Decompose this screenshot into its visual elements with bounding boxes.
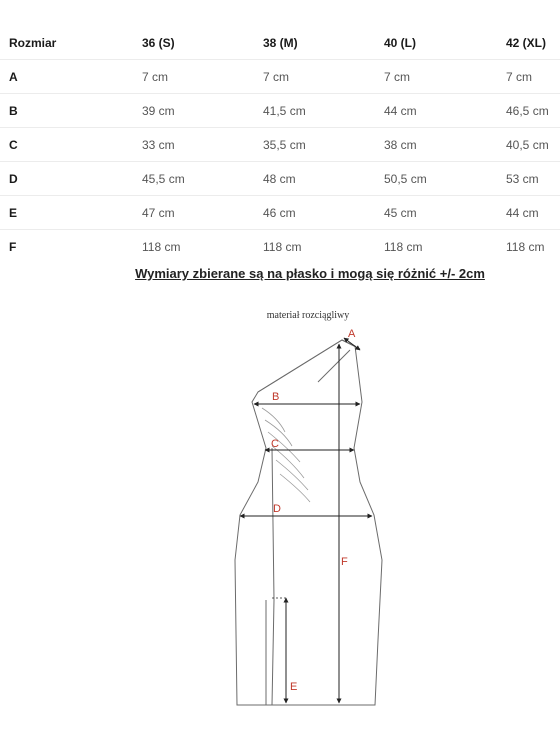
table-cell: 41,5 cm bbox=[263, 94, 384, 128]
table-cell: 7 cm bbox=[384, 60, 506, 94]
label-b: B bbox=[272, 391, 280, 403]
table-row bbox=[0, 162, 560, 196]
table-cell: 118 cm bbox=[506, 239, 545, 254]
dress-diagram bbox=[230, 302, 400, 746]
table-cell: 44 cm bbox=[384, 94, 506, 128]
label-a: A bbox=[348, 328, 356, 340]
table-row bbox=[0, 196, 560, 230]
table-cell: 48 cm bbox=[263, 162, 384, 196]
header-40: 40 (L) bbox=[384, 26, 506, 60]
label-c: C bbox=[271, 438, 279, 450]
header-36: 36 (S) bbox=[142, 26, 263, 60]
table-cell: 45,5 cm bbox=[142, 162, 263, 196]
table-cell: 46 cm bbox=[263, 196, 384, 230]
table-cell: 46,5 cm bbox=[506, 94, 560, 128]
dress-outline bbox=[235, 340, 382, 705]
table-cell: 7 cm bbox=[142, 60, 263, 94]
label-e: E bbox=[290, 681, 298, 693]
table-cell: 35,5 cm bbox=[263, 128, 384, 162]
row-label: F bbox=[9, 239, 17, 254]
row-label: D bbox=[0, 162, 142, 196]
table-cell: 53 cm bbox=[506, 162, 560, 196]
table-cell: 38 cm bbox=[384, 128, 506, 162]
table-cell: 7 cm bbox=[263, 60, 384, 94]
material-label: materiał rozciągliwy bbox=[266, 310, 350, 321]
row-label: A bbox=[0, 60, 142, 94]
table-cell: 118 cm bbox=[142, 239, 181, 254]
row-label: B bbox=[0, 94, 142, 128]
table-cell: 39 cm bbox=[142, 94, 263, 128]
drape-lines bbox=[262, 408, 310, 502]
size-table bbox=[0, 26, 560, 263]
table-cell: 40,5 cm bbox=[506, 128, 560, 162]
table-row bbox=[0, 128, 560, 162]
table-cell: 47 cm bbox=[142, 196, 263, 230]
label-f: F bbox=[341, 556, 348, 568]
table-cell: 44 cm bbox=[506, 196, 560, 230]
header-size: Rozmiar bbox=[0, 26, 142, 60]
table-cell: 50,5 cm bbox=[384, 162, 506, 196]
table-cell: 33 cm bbox=[142, 128, 263, 162]
table-header-row bbox=[0, 26, 560, 60]
table-row bbox=[0, 230, 560, 264]
measurement-note: Wymiary zbierane są na płasko i mogą się różnić +/- 2cm bbox=[135, 266, 485, 281]
table-row bbox=[0, 60, 560, 94]
header-38: 38 (M) bbox=[263, 26, 384, 60]
table-cell: 118 cm bbox=[384, 239, 423, 254]
table-row bbox=[0, 94, 560, 128]
header-42: 42 (XL) bbox=[506, 26, 560, 60]
row-label: E bbox=[0, 196, 142, 230]
table-cell: 118 cm bbox=[263, 239, 302, 254]
label-d: D bbox=[273, 503, 281, 515]
table-cell: 7 cm bbox=[506, 60, 560, 94]
dress-slit bbox=[266, 448, 274, 705]
dress-strap bbox=[258, 340, 360, 392]
row-label: C bbox=[0, 128, 142, 162]
table-cell: 45 cm bbox=[384, 196, 506, 230]
